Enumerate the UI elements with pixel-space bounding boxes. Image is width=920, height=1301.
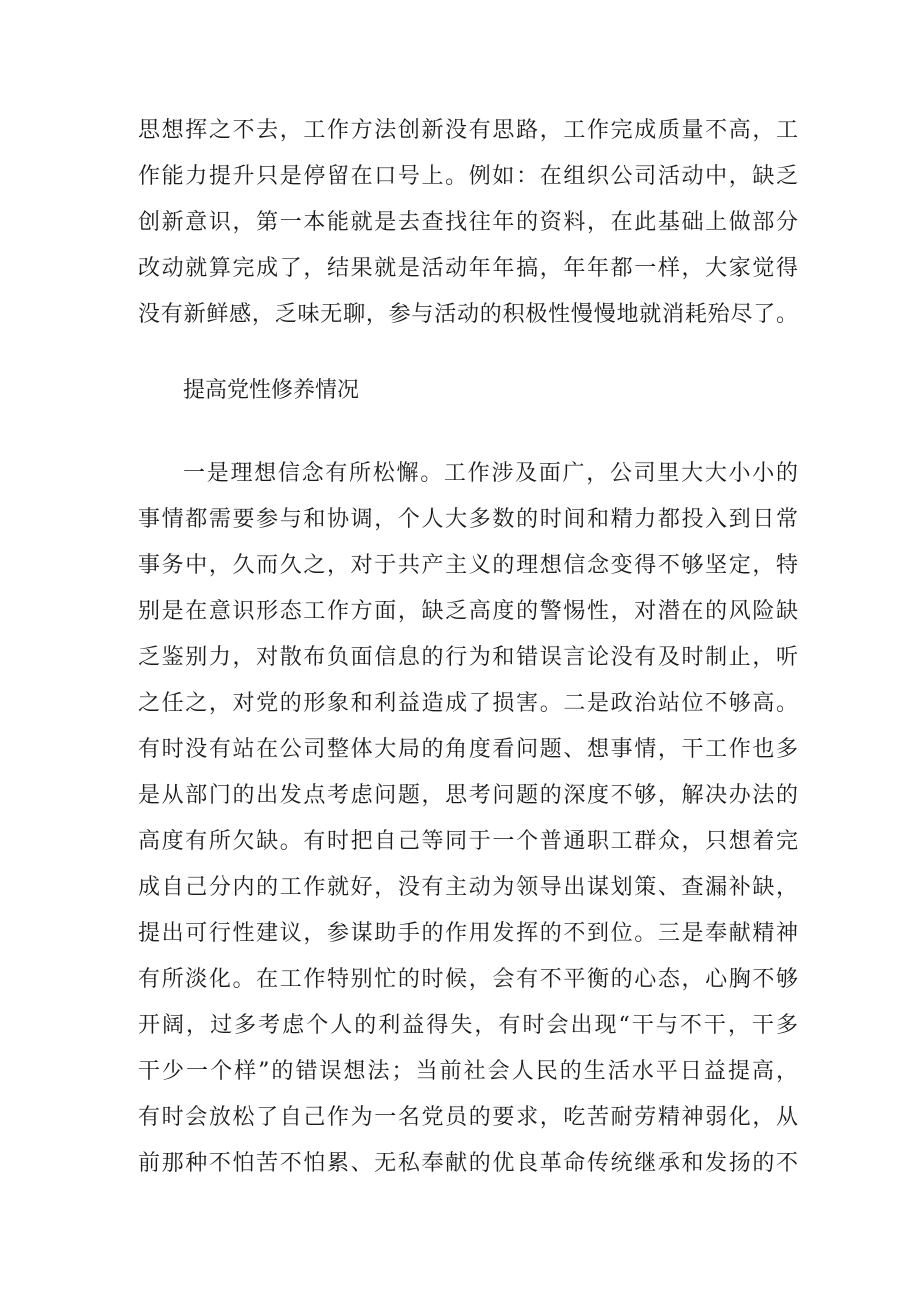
- paragraph-line: 别是在意识形态工作方面，缺乏高度的警惕性，对潜在的风险缺: [138, 599, 798, 624]
- paragraph-body: [138, 451, 798, 1187]
- paragraph-line: 作能力提升只是停留在口号上。例如：在组织公司活动中，缺乏: [138, 164, 798, 189]
- section-heading: 提高党性修养情况: [183, 378, 360, 403]
- paragraph-line: 前那种不怕苦不怕累、无私奉献的优良革命传统继承和发扬的不: [138, 1151, 798, 1176]
- paragraph-line: 高度有所欠缺。有时把自己等同于一个普通职工群众，只想着完: [138, 829, 798, 854]
- paragraph-line: 创新意识，第一本能就是去查找往年的资料，在此基础上做部分: [138, 210, 798, 235]
- paragraph-line: 事务中，久而久之，对于共产主义的理想信念变得不够坚定，特: [138, 553, 798, 578]
- paragraph-line: 改动就算完成了，结果就是活动年年搞，年年都一样，大家觉得: [138, 256, 798, 281]
- paragraph-line: 成自己分内的工作就好，没有主动为领导出谋划策、查漏补缺，: [138, 875, 798, 900]
- paragraph-line: 干少一个样”的错误想法；当前社会人民的生活水平日益提高，: [138, 1059, 798, 1084]
- paragraph-line: 是从部门的出发点考虑问题，思考问题的深度不够，解决办法的: [138, 783, 798, 808]
- paragraph-continuation: [138, 108, 798, 338]
- paragraph-line: 思想挥之不去，工作方法创新没有思路，工作完成质量不高，工: [138, 118, 798, 143]
- paragraph-line: 乏鉴别力，对散布负面信息的行为和错误言论没有及时制止，听: [138, 645, 798, 670]
- paragraph-line: 有时会放松了自己作为一名党员的要求，吃苦耐劳精神弱化，从: [138, 1105, 798, 1130]
- paragraph-line: 有时没有站在公司整体大局的角度看问题、想事情，干工作也多: [138, 737, 798, 762]
- paragraph-line: 有所淡化。在工作特别忙的时候，会有不平衡的心态，心胸不够: [138, 967, 798, 992]
- paragraph-line: 一是理想信念有所松懈。工作涉及面广，公司里大大小小的: [183, 461, 798, 486]
- paragraph-line: 之任之，对党的形象和利益造成了损害。二是政治站位不够高。: [138, 691, 798, 716]
- paragraph-line: 提出可行性建议，参谋助手的作用发挥的不到位。三是奉献精神: [138, 921, 798, 946]
- paragraph-line: 开阔，过多考虑个人的利益得失，有时会出现“干与不干，干多: [138, 1013, 798, 1038]
- paragraph-line: 事情都需要参与和协调，个人大多数的时间和精力都投入到日常: [138, 507, 798, 532]
- paragraph-line: 没有新鲜感，乏味无聊，参与活动的积极性慢慢地就消耗殆尽了。: [138, 302, 798, 327]
